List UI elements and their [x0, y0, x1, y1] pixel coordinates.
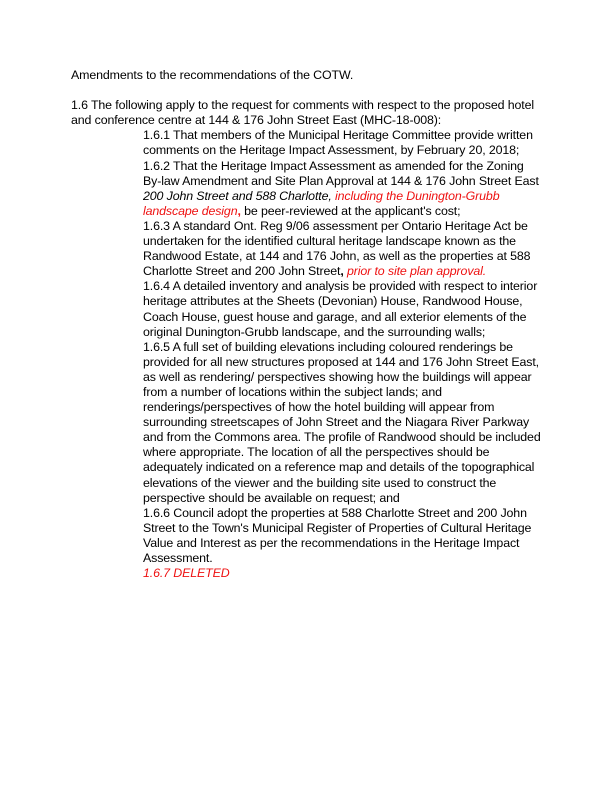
- clause-1-6-2-red-italic-a: including the Dunington-Grubb landscape design: [143, 188, 500, 218]
- clause-1-6-3: [143, 219, 541, 279]
- clause-1-6-2-red-comma: ,: [237, 203, 241, 218]
- lead-paragraph: 1.6 The following apply to the request for comments with respect to the proposed hotel and conference centre at 144 & 176 John Street East (MHC-18-008):: [71, 98, 534, 128]
- clause-1-6-4: 1.6.4 A detailed inventory and analysis be provided with respect to interior heritage attributes at the Sheets (Devonian) House, Randwood House, Coach House, guest house and garage, and all exterior elements of the original Dunington-Grubb landscape, and the surrounding walls;: [143, 279, 538, 339]
- clause-1-6-2: [143, 159, 541, 219]
- clause-1-6-3-plain-a: 1.6.3 A standard Ont. Reg 9/06 assessment per Ontario Heritage Act be undertaken for the identified cultural heritage landscape known as the Randwood Estate, at 144 and 176 John, as well as the properties at 588 Charlotte Street and 200 John Street: [143, 218, 531, 279]
- clause-1-6-2-plain-b: be peer-reviewed at the applicant's cost;: [240, 203, 461, 218]
- clause-1-6-6: 1.6.6 Council adopt the properties at 588 Charlotte Street and 200 John Street to the Town's Municipal Register of Properties of Cultural Heritage Value and Interest as per the recommendations in the Heritage Impact Assessment.: [143, 505, 532, 565]
- document-heading: Amendments to the recommendations of the COTW.: [71, 68, 354, 82]
- clause-1-6-2-plain-a: 1.6.2 That the Heritage Impact Assessment as amended for the Zoning By-law Amendment and Site Plan Approval at 144 & 176 John Street East: [143, 158, 539, 188]
- clause-1-6-7: 1.6.7 DELETED: [143, 566, 230, 581]
- clause-1-6-5: 1.6.5 A full set of building elevations including coloured renderings be provided for all new structures proposed at 144 and 176 John Street East, as well as rendering/ perspectives showing how the buildings will appear from a number of locations within the subject lands; and renderings/perspectives of how the hotel building will appear from surrounding streetscapes of John Street and the Niagara River Parkway and from the Commons area. The profile of Randwood should be included where appropriate. The location of all the perspectives should be adequately indicated on a reference map and details of the topographical elevations of the viewer and the building site used to construct the perspective should be available on request; and: [143, 339, 541, 505]
- clause-1-6-2-italic-a: 200 John Street and 588 Charlotte,: [143, 188, 332, 203]
- document-body: [71, 68, 541, 581]
- clause-1-6-3-red-italic-a: prior to site plan approval.: [343, 264, 487, 279]
- clause-list: [143, 128, 541, 581]
- clause-1-6-1: 1.6.1 That members of the Municipal Heritage Committee provide written comments on the Heritage Impact Assessment, by February 20, 2018;: [143, 128, 533, 158]
- clause-1-6-3-bold-comma: ,: [340, 264, 344, 279]
